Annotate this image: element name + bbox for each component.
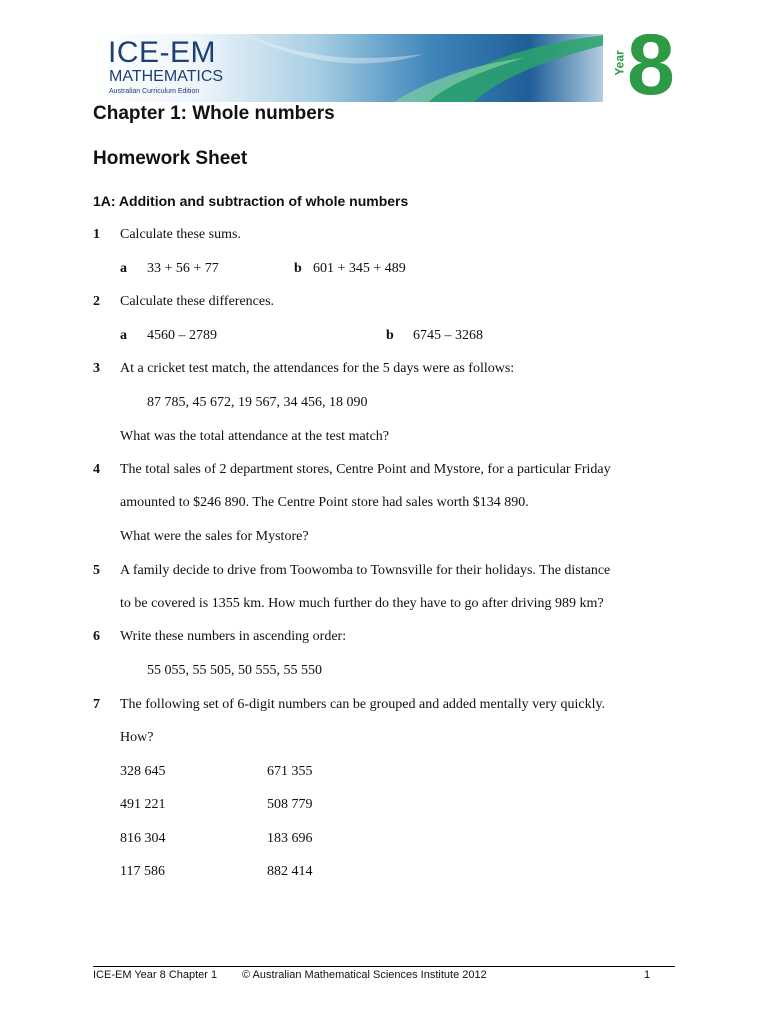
number-cell: 508 779 bbox=[267, 797, 313, 812]
question-text: The following set of 6-digit numbers can be grouped and added mentally very quickly. bbox=[120, 697, 606, 712]
header-banner bbox=[94, 34, 675, 102]
question-data: 87 785, 45 672, 19 567, 34 456, 18 090 bbox=[147, 395, 368, 410]
part-text: 6745 – 3268 bbox=[413, 328, 483, 343]
section-title: 1A: Addition and subtraction of whole numbers bbox=[93, 193, 409, 209]
question-number: 4 bbox=[93, 462, 100, 477]
footer-left: ICE-EM Year 8 Chapter 1 bbox=[93, 969, 218, 981]
question-text: to be covered is 1355 km. How much further do they have to go after driving 989 km? bbox=[120, 596, 604, 611]
number-cell: 328 645 bbox=[120, 764, 166, 779]
question-number: 6 bbox=[93, 629, 100, 644]
question-text: At a cricket test match, the attendances for the 5 days were as follows: bbox=[120, 361, 515, 376]
part-label: a bbox=[120, 328, 127, 343]
year-badge bbox=[603, 34, 675, 102]
number-cell: 671 355 bbox=[267, 764, 313, 779]
brand-edition: Australian Curriculum Edition bbox=[109, 88, 200, 95]
question-text: Calculate these differences. bbox=[120, 294, 275, 309]
question-number: 5 bbox=[93, 563, 100, 578]
number-cell: 882 414 bbox=[267, 864, 313, 879]
part-label: a bbox=[120, 261, 127, 276]
question-number: 7 bbox=[93, 697, 100, 712]
page-number: 1 bbox=[644, 969, 651, 981]
number-cell: 491 221 bbox=[120, 797, 166, 812]
part-text: 33 + 56 + 77 bbox=[147, 261, 219, 276]
question-text: A family decide to drive from Toowomba to Townsville for their holidays. The distance bbox=[120, 563, 611, 578]
part-text: 4560 – 2789 bbox=[147, 328, 217, 343]
question-text: What were the sales for Mystore? bbox=[120, 529, 309, 544]
question-data: 55 055, 55 505, 50 555, 55 550 bbox=[147, 663, 322, 678]
number-cell: 183 696 bbox=[267, 831, 313, 846]
question-number: 2 bbox=[93, 294, 100, 309]
question-text: How? bbox=[120, 730, 154, 745]
year-number: 8 bbox=[627, 34, 675, 102]
footer-copyright: © Australian Mathematical Sciences Institute 2012 bbox=[242, 969, 487, 981]
question-text: Write these numbers in ascending order: bbox=[120, 629, 347, 644]
part-label: b bbox=[294, 261, 302, 276]
sheet-title: Homework Sheet bbox=[93, 148, 248, 169]
part-text: 601 + 345 + 489 bbox=[313, 261, 406, 276]
question-text: The total sales of 2 department stores, Centre Point and Mystore, for a particular Friday bbox=[120, 462, 611, 477]
number-cell: 816 304 bbox=[120, 831, 166, 846]
footer-divider bbox=[93, 966, 675, 967]
question-number: 3 bbox=[93, 361, 100, 376]
part-label: b bbox=[386, 328, 394, 343]
question-text: Calculate these sums. bbox=[120, 227, 241, 242]
brand-subtitle: MATHEMATICS bbox=[109, 68, 224, 85]
number-cell: 117 586 bbox=[120, 864, 165, 879]
chapter-title: Chapter 1: Whole numbers bbox=[93, 103, 335, 124]
year-word: Year bbox=[612, 50, 627, 76]
question-number: 1 bbox=[93, 227, 100, 242]
question-text: amounted to $246 890. The Centre Point store had sales worth $134 890. bbox=[120, 495, 529, 510]
brand-title: ICE-EM bbox=[108, 36, 216, 69]
question-text: What was the total attendance at the test match? bbox=[120, 429, 389, 444]
